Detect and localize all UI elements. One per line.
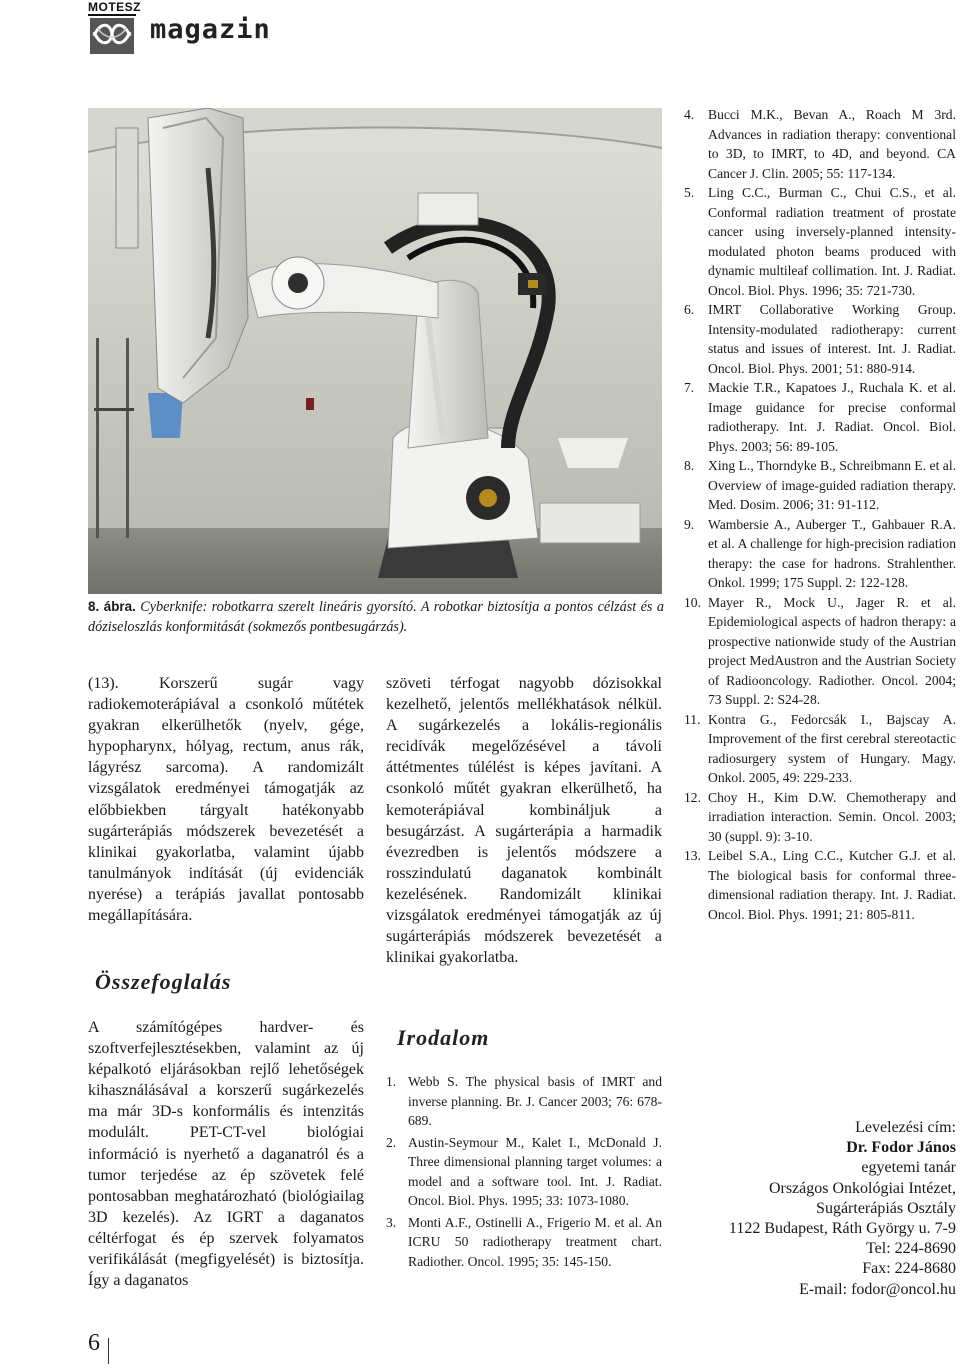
figure-caption-text: Cyberknife: robotkarra szerelt lineáris gyorsító. A robotkar biztosítja a pontos célzást és a dóziseloszlás konformitását (sokmezős pontbesugárzás).: [88, 599, 664, 635]
reference-item: [684, 710, 956, 788]
reference-text: Monti A.F., Ostinelli A., Frigerio M. et al. An ICRU 50 radiotherapy treatment chart. Radiother. Oncol. 1995; 35: 145-150.: [408, 1214, 662, 1269]
body-paragraph: (13). Korszerű sugár vagy radiokemoterápiával a csonkoló műtétek gyakran elkerülhetők (nyelv, gége, hypopharynx, hólyag, rectum, anus rák, lágyrész sarcoma). A randomizált vizsgálatok eredményei támogatják az előbbiekben tárgyalt hatékonyabb sugárterápiás módszerek bevezetését a klinikai gyakorlatba, valamint újabb tanulmányok indítását (új evidenciák nyerése) a terápiás javallat pontosabb megállapítására.: [88, 675, 364, 925]
reference-item: [684, 183, 956, 300]
publisher-name: MOTESZ: [88, 0, 141, 14]
reference-text: Mackie T.R., Kapatoes J., Ruchala K. et al. Image guidance for precise conformal radiotherapy. Int. J. Radiat. Oncol. Biol. Phys. 2003; 56: 89-105.: [708, 380, 956, 454]
body-paragraph: szöveti térfogat nagyobb dózisokkal kezelhető, jelentős mellékhatások nélkül. A sugárkezelés a lokális-regionális recidívák megelőzésével a távoli áttétmentes túlélést is képes javítani. A csonkoló műtét gyakran elkerülhető, ha kemoterápiával kombináljuk a besugárzást. A sugárterápia a harmadik évezredben is jelentős módszere a rosszindulatú daganatok kombinált kezelésének. Randomizált klinikai vizsgálatok eredményei támogatják az új sugárterápiás módszerek bevezetését a klinikai gyakorlatba.: [386, 675, 662, 967]
reference-item: [684, 300, 956, 378]
phone-number: Tel: 224-8690: [866, 1240, 956, 1258]
reference-item: [684, 378, 956, 456]
reference-text: Bucci M.K., Bevan A., Roach M 3rd. Advances in radiation therapy: conventional to 3D, to IMRT, to 4D, and beyond. CA Cancer J. Clin. 2005; 55: 117-134.: [708, 107, 956, 181]
summary-heading: Összefoglalás: [95, 969, 232, 994]
page-number-divider: [108, 1338, 109, 1364]
reference-item: [684, 515, 956, 593]
reference-text: Ling C.C., Burman C., Chui C.S., et al. Conformal radiation treatment of prostate cancer using inversely-planned intensity-modulated photon beams produced with dynamic multileaf collimation. Int. J. Radiat. Oncol. Biol. Phys. 1996; 35: 721-730.: [708, 185, 956, 298]
reference-number: 10.: [684, 594, 701, 610]
figure-caption: [88, 597, 664, 637]
cyberknife-photo-illustration: [88, 108, 662, 594]
cyberknife-photo: [88, 108, 662, 594]
reference-item: [684, 846, 956, 924]
reference-list-part-1: [386, 1072, 662, 1273]
reference-number: 11.: [684, 711, 701, 727]
reference-text: Austin-Seymour M., Kalet I., McDonald J. Three dimensional planning target volumes: a model and a software tool. Int. J. Radiat. Oncol. Biol. Phys. 1995; 33: 1073-1080.: [408, 1134, 662, 1208]
reference-text: IMRT Collaborative Working Group. Intensity-modulated radiotherapy: current status and issues of interest. Int. J. Radiat. Oncol. Biol. Phys. 2001; 51: 880-914.: [708, 302, 956, 376]
reference-text: Leibel S.A., Ling C.C., Kutcher G.J. et al. The biological basis for conformal three-dimensional radiation therapy. Int. J. Radiat. Oncol. Biol. Phys. 1991; 21: 805-811.: [708, 848, 956, 922]
reference-number: 1.: [386, 1074, 397, 1089]
reference-list-part-2: [684, 105, 956, 924]
email-address: E-mail: fodor@oncol.hu: [799, 1280, 956, 1298]
author-name: Dr. Fodor János: [846, 1139, 956, 1157]
magazine-title: magazin: [150, 14, 271, 45]
column-1-bottom: [88, 1017, 364, 1291]
reference-number: 12.: [684, 789, 701, 805]
correspondence-address: [680, 1118, 956, 1300]
address-label: Levelezési cím:: [855, 1119, 956, 1136]
reference-text: Kontra G., Fedorcsák I., Bajscay A. Improvement of the first cerebral stereotactic radiosurgery system of Hungary. Magy. Onkol. 2005, 49: 229-233.: [708, 711, 956, 785]
reference-item: [684, 105, 956, 183]
references-heading: Irodalom: [397, 1025, 490, 1050]
fax-number: Fax: 224-8680: [862, 1260, 956, 1278]
street-address: 1122 Budapest, Ráth György u. 7-9: [728, 1220, 956, 1238]
reference-number: 9.: [684, 516, 695, 532]
department-name: Sugárterápiás Osztály: [816, 1199, 956, 1217]
column-2-top: [386, 673, 662, 968]
reference-item: [386, 1213, 662, 1272]
column-1-top: [88, 673, 364, 926]
reference-item: [386, 1133, 662, 1211]
reference-text: Wambersie A., Auberger T., Gahbauer R.A. et al. A challenge for high-precision radiation therapy: the case for hadrons. Strahlenther. Onkol. 1999; 175 Suppl. 2: 122-128.: [708, 516, 956, 590]
reference-number: 13.: [684, 848, 701, 863]
reference-item: [684, 593, 956, 710]
motesz-logo-icon: [90, 14, 134, 54]
page-number: 6: [88, 1330, 100, 1356]
reference-number: 5.: [684, 185, 695, 200]
reference-item: [684, 456, 956, 515]
reference-number: 7.: [684, 380, 695, 395]
reference-text: Xing L., Thorndyke B., Schreibmann E. et al. Overview of image-guided radiation therapy. Med. Dosim. 2006; 31: 91-112.: [708, 458, 956, 512]
reference-number: 3.: [386, 1214, 397, 1230]
reference-item: [684, 788, 956, 847]
reference-number: 8.: [684, 458, 695, 473]
reference-number: 4.: [684, 107, 695, 122]
institute-name: Országos Onkológiai Intézet,: [768, 1179, 956, 1197]
magazine-header: [88, 0, 328, 60]
figure-label: 8. ábra.: [88, 599, 136, 614]
summary-paragraph: A számítógépes hardver- és szoftverfejlesztésekben, valamint az új képalkotó eljárásokban rejlő lehetőségek kihasználásával a korszerű sugárkezelés ma már 3D-s konformális és intenzitás modulált. PET-CT-vel biológiai információ is nyerhető a daganatról és a tumor terjedése az ép szövetek felé pontosabban meghatározható (biológiailag 3D kezelés). Az IGRT a daganatos céltérfogat és ép szervek folyamatos verifikálását (megfigyelését) is biztosítja. Így a daganatos: [88, 1019, 364, 1290]
reference-text: Mayer R., Mock U., Jager R. et al. Epidemiological aspects of hadron therapy: a prospective nationwide study of the Austrian project MedAustron and the Austrian Society of Radiooncology. Radiother. Oncol. 2004; 73 Suppl. 2: S24-28.: [708, 594, 956, 707]
reference-number: 2.: [386, 1134, 397, 1150]
reference-number: 6.: [684, 302, 695, 317]
author-title: egyetemi tanár: [861, 1159, 956, 1177]
reference-item: [386, 1072, 662, 1131]
reference-text: Webb S. The physical basis of IMRT and inverse planning. Br. J. Cancer 2003; 76: 678-689.: [408, 1074, 662, 1128]
reference-text: Choy H., Kim D.W. Chemotherapy and irradiation interaction. Semin. Oncol. 2003; 30 (suppl. 9): 3-10.: [708, 789, 956, 844]
